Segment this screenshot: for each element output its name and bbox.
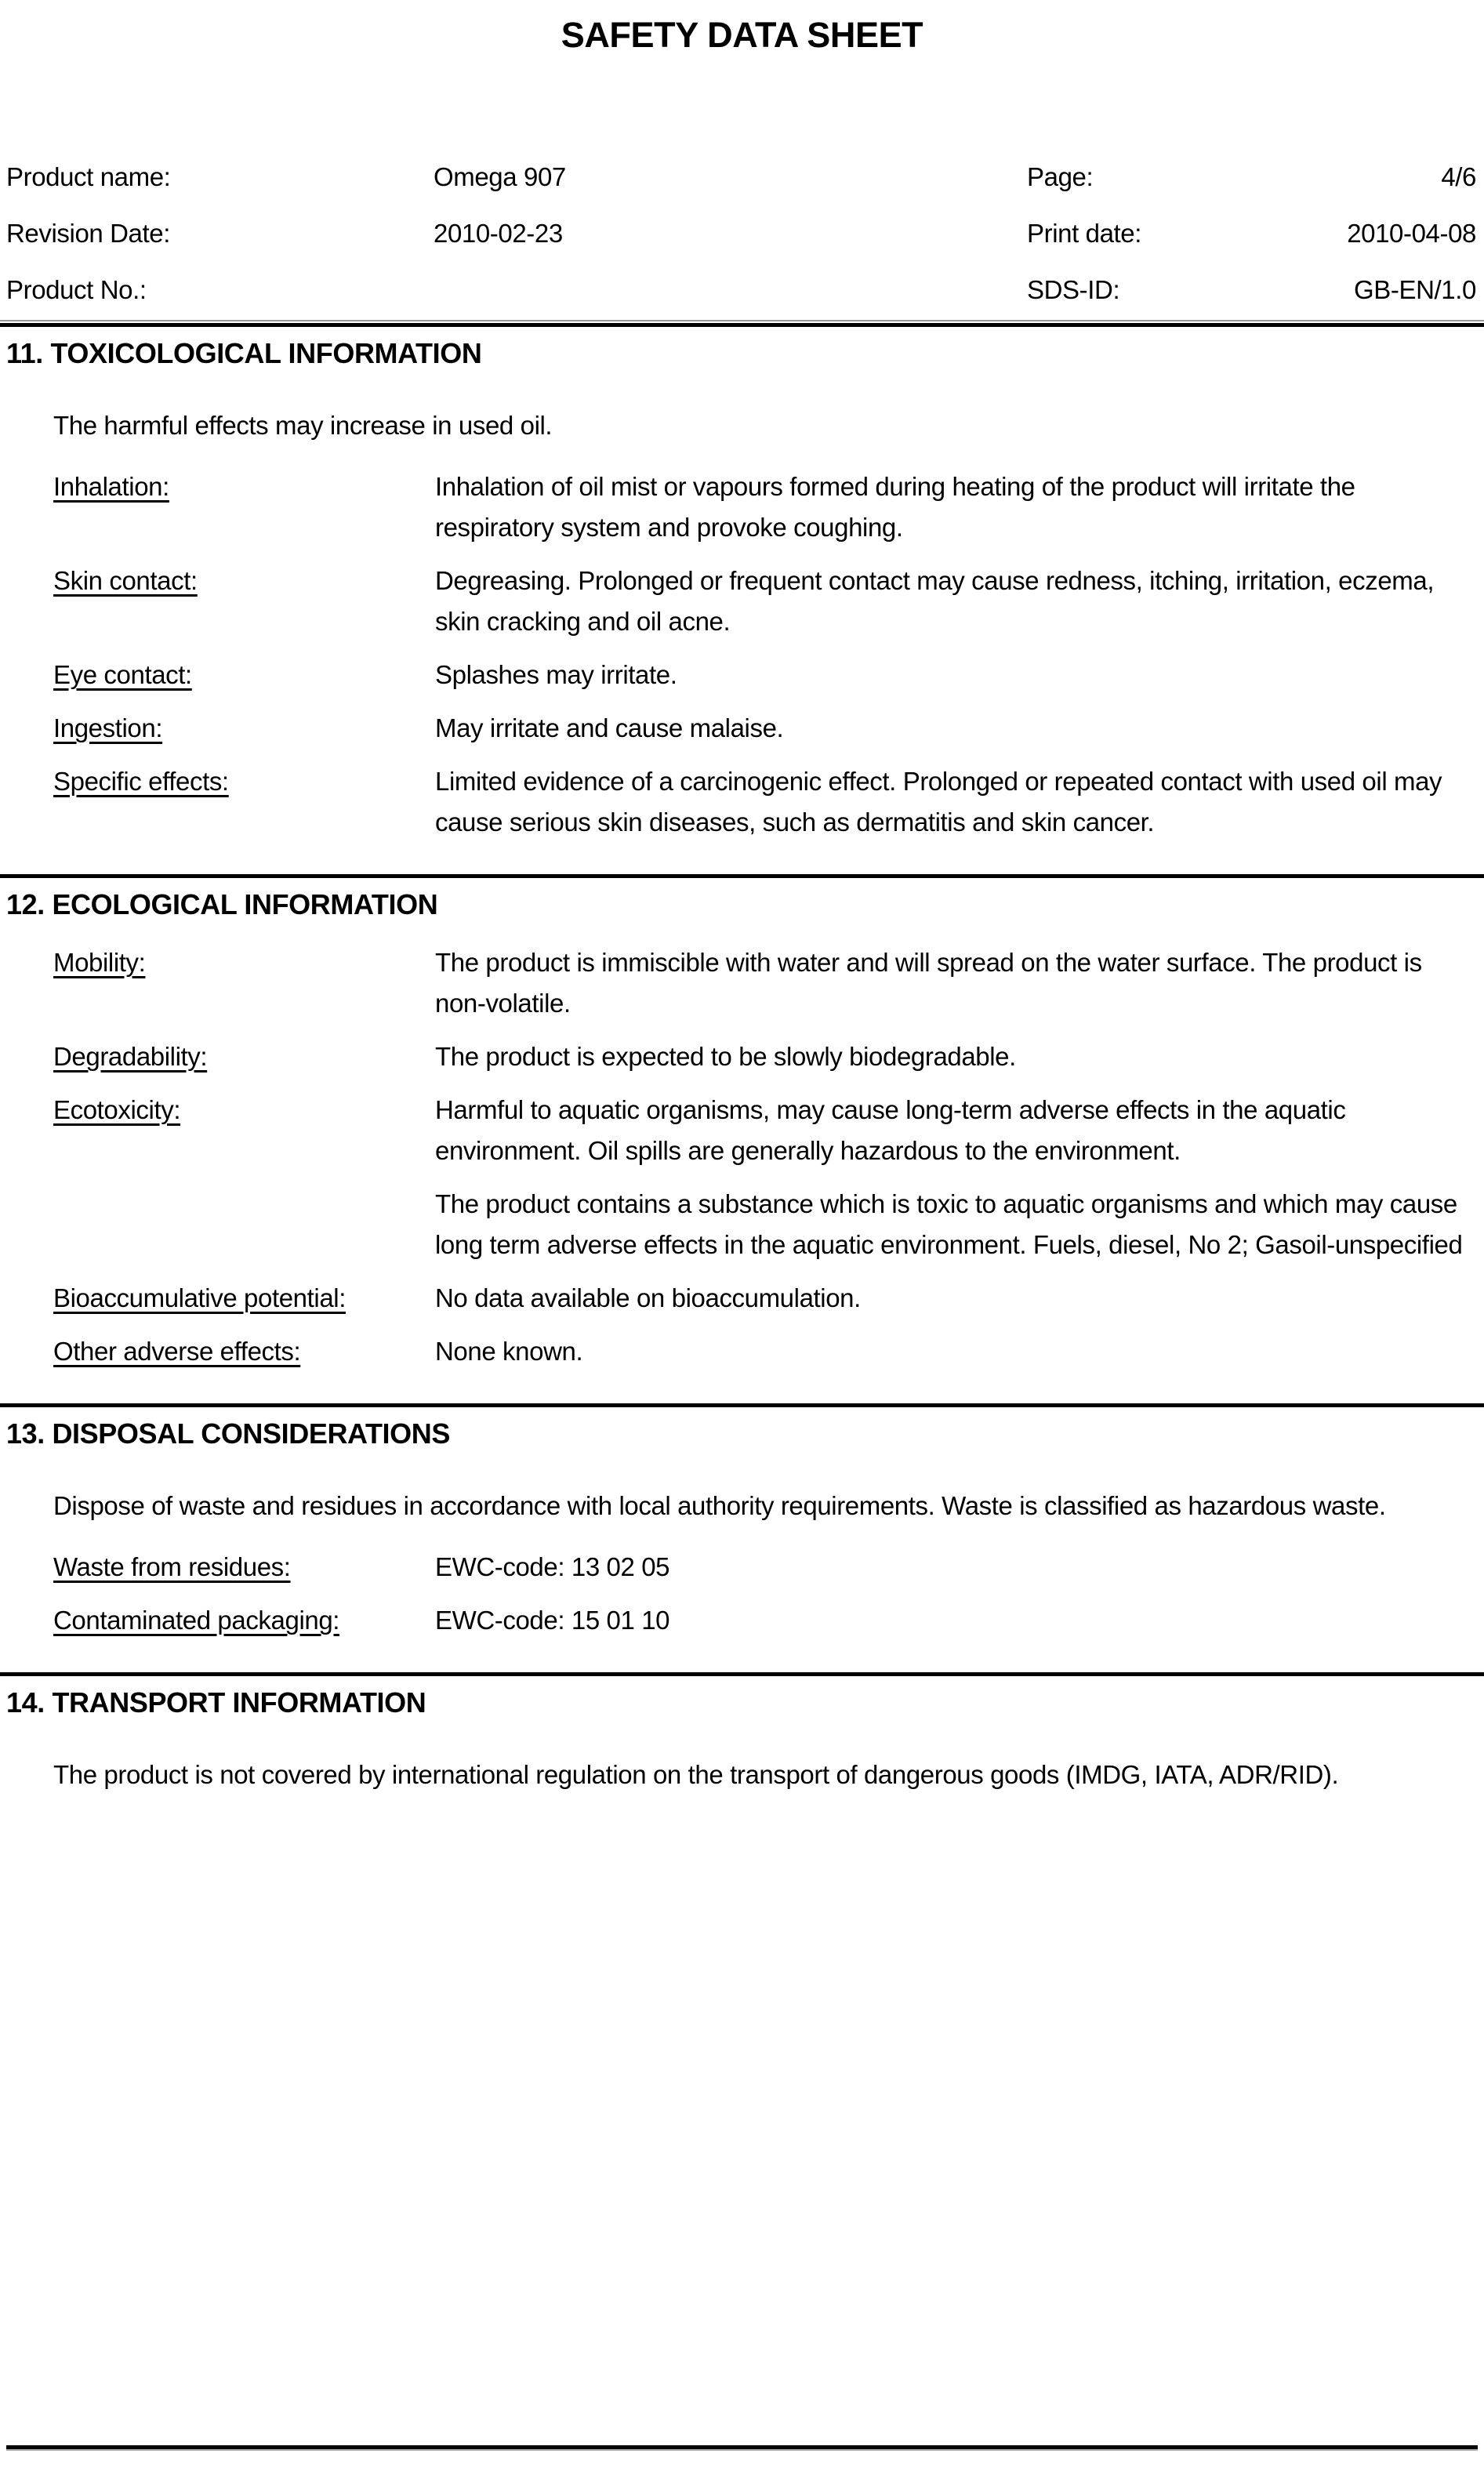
term-label bbox=[53, 1600, 435, 1641]
meta-value: 2010-02-23 bbox=[434, 219, 563, 248]
term-definition: No data available on bioaccumulation. bbox=[435, 1283, 861, 1312]
meta-label: Revision Date: bbox=[6, 219, 170, 248]
term-definition: EWC-code: 15 01 10 bbox=[435, 1606, 670, 1635]
term-label-text: Inhalation: bbox=[53, 472, 169, 501]
definition-list bbox=[53, 1547, 1472, 1641]
section-heading: 12. ECOLOGICAL INFORMATION bbox=[6, 888, 438, 920]
term-label-text: Degradability: bbox=[53, 1042, 208, 1071]
term-label bbox=[53, 561, 435, 642]
term-label-text: Mobility: bbox=[53, 948, 146, 977]
term-label bbox=[53, 708, 435, 749]
term-definition: The product is expected to be slowly biodegradable. bbox=[435, 1042, 1016, 1071]
section-intro: The harmful effects may increase in used oil. bbox=[53, 411, 553, 440]
term-label bbox=[53, 761, 435, 843]
term-definition: Inhalation of oil mist or vapours formed during heating of the product will irritate the respiratory system and provoke coughing. bbox=[435, 472, 1355, 542]
term-label bbox=[53, 1331, 435, 1372]
term-label-text: Ingestion: bbox=[53, 713, 163, 742]
term-label-text: Ecotoxicity: bbox=[53, 1095, 181, 1124]
term-definition: The product is immiscible with water and will spread on the water surface. The product is non-volatile. bbox=[435, 948, 1422, 1018]
definition-list bbox=[53, 942, 1472, 1372]
term-label bbox=[53, 1547, 435, 1588]
term-label bbox=[53, 1036, 435, 1077]
meta-label: SDS-ID: bbox=[1027, 275, 1120, 304]
meta-label: Page: bbox=[1027, 162, 1094, 191]
term-label bbox=[53, 942, 435, 1024]
term-label-text: Skin contact: bbox=[53, 566, 198, 595]
meta-value: 2010-04-08 bbox=[1347, 219, 1476, 248]
term-definition: None known. bbox=[435, 1337, 583, 1366]
meta-value: GB-EN/1.0 bbox=[1354, 275, 1476, 304]
term-label-text: Other adverse effects: bbox=[53, 1337, 301, 1366]
term-definition: May irritate and cause malaise. bbox=[435, 713, 784, 742]
page-header bbox=[0, 0, 1484, 321]
term-definition: Degreasing. Prolonged or frequent contact may cause redness, itching, irritation, eczema, skin cracking and oil acne. bbox=[435, 566, 1435, 636]
term-label-text: Eye contact: bbox=[53, 660, 192, 689]
sections-container bbox=[0, 323, 1484, 1827]
term-definition: Harmful to aquatic organisms, may cause long-term adverse effects in the aquatic environment. Oil spills are generally hazardous to the environment. bbox=[435, 1095, 1346, 1165]
section bbox=[0, 323, 1484, 874]
term-definition: Splashes may irritate. bbox=[435, 660, 677, 689]
term-definition: Limited evidence of a carcinogenic effect. Prolonged or repeated contact with used oil may cause serious skin diseases, such as dermatitis and skin cancer. bbox=[435, 767, 1442, 837]
section-heading: 11. TOXICOLOGICAL INFORMATION bbox=[6, 337, 482, 369]
meta-label: Product No.: bbox=[6, 275, 147, 304]
section bbox=[0, 874, 1484, 1403]
term-definition: The product contains a substance which is toxic to aquatic organisms and which may cause long term adverse effects in the aquatic environment. Fuels, diesel, No 2; Gasoil-unspecified bbox=[435, 1189, 1463, 1259]
term-label bbox=[53, 1278, 435, 1319]
term-label-text: Waste from residues: bbox=[53, 1552, 291, 1581]
term-label bbox=[53, 1184, 435, 1265]
document-title: SAFETY DATA SHEET bbox=[561, 15, 923, 55]
meta-label: Print date: bbox=[1027, 219, 1142, 248]
term-label bbox=[53, 1090, 435, 1171]
meta-label: Product name: bbox=[6, 162, 171, 191]
meta-value: 4/6 bbox=[1441, 162, 1476, 191]
meta-table bbox=[0, 149, 1484, 318]
section-heading: 14. TRANSPORT INFORMATION bbox=[6, 1686, 426, 1719]
section-intro: The product is not covered by international regulation on the transport of dangerous goods (IMDG, IATA, ADR/RID). bbox=[53, 1760, 1339, 1789]
term-label bbox=[53, 655, 435, 695]
section bbox=[0, 1403, 1484, 1672]
term-definition: EWC-code: 13 02 05 bbox=[435, 1552, 670, 1581]
meta-value bbox=[434, 262, 1027, 318]
meta-value: Omega 907 bbox=[434, 162, 566, 191]
term-label-text: Contaminated packaging: bbox=[53, 1606, 340, 1635]
definition-list bbox=[53, 466, 1472, 843]
section bbox=[0, 1672, 1484, 1827]
term-label bbox=[53, 466, 435, 548]
term-label-text: Specific effects: bbox=[53, 767, 229, 796]
section-heading: 13. DISPOSAL CONSIDERATIONS bbox=[6, 1417, 450, 1450]
term-label-text: Bioaccumulative potential: bbox=[53, 1283, 346, 1312]
section-intro: Dispose of waste and residues in accordance with local authority requirements. Waste is classified as hazardous waste. bbox=[53, 1491, 1386, 1520]
footer-rule bbox=[6, 2445, 1478, 2451]
